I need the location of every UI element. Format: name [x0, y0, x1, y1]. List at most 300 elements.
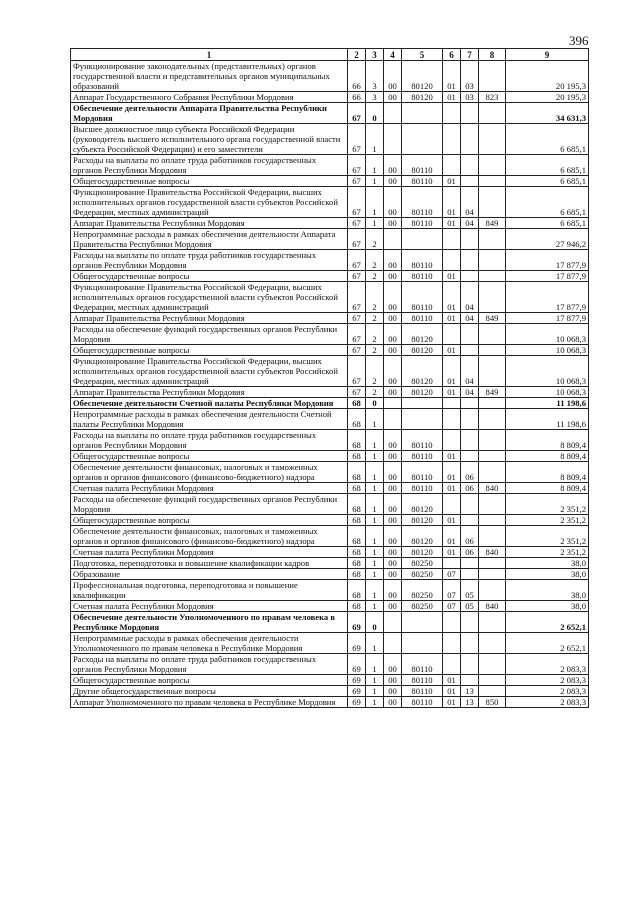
row-name: Обеспечение деятельности Аппарата Правительства Республики Мордовия — [71, 103, 348, 124]
code-cell: 1 — [366, 176, 384, 187]
row-name: Функционирование Правительства Российской Федерации, высших исполнительных органов государственной власти субъектов Российской Федерации, местных администраций — [71, 356, 348, 387]
code-cell: 00 — [384, 462, 402, 483]
amount-cell: 2 083,3 — [506, 697, 589, 708]
code-cell: 849 — [479, 313, 506, 324]
code-cell: 01 — [443, 451, 461, 462]
code-cell — [479, 282, 506, 313]
table-row — [71, 187, 589, 218]
amount-cell: 34 631,3 — [506, 103, 589, 124]
code-cell: 80110 — [402, 282, 443, 313]
code-cell: 68 — [348, 398, 366, 409]
row-name: Высшее должностное лицо субъекта Российской Федерации (руководитель высшего исполнительного органа государственной власти субъекта Российской Федерации) и его заместители — [71, 124, 348, 155]
code-cell: 00 — [384, 601, 402, 612]
page-number: 396 — [569, 33, 589, 48]
code-cell: 67 — [348, 155, 366, 176]
table-header-row — [71, 49, 589, 61]
code-cell: 67 — [348, 271, 366, 282]
table-row — [71, 558, 589, 569]
code-cell — [479, 176, 506, 187]
amount-cell: 11 198,6 — [506, 409, 589, 430]
code-cell — [479, 451, 506, 462]
code-cell: 80250 — [402, 558, 443, 569]
row-name: Расходы на выплаты по оплате труда работников государственных органов Республики Мордовия — [71, 654, 348, 675]
amount-cell: 38,0 — [506, 558, 589, 569]
amount-cell: 17 877,9 — [506, 313, 589, 324]
code-cell: 67 — [348, 345, 366, 356]
code-cell — [461, 176, 479, 187]
row-name: Функционирование законодательных (представительных) органов государственной власти и представительных органов муниципальных образований — [71, 61, 348, 92]
row-name: Аппарат Правительства Республики Мордовия — [71, 387, 348, 398]
code-cell — [461, 324, 479, 345]
code-cell — [461, 345, 479, 356]
code-cell: 01 — [443, 515, 461, 526]
code-cell: 06 — [461, 547, 479, 558]
code-cell — [479, 526, 506, 547]
amount-cell: 2 652,1 — [506, 633, 589, 654]
row-name: Обеспечение деятельности финансовых, налоговых и таможенных органов и органов финансового (финансово-бюджетного) надзора — [71, 462, 348, 483]
table-row — [71, 515, 589, 526]
code-cell: 68 — [348, 462, 366, 483]
code-cell: 00 — [384, 547, 402, 558]
code-cell: 850 — [479, 697, 506, 708]
code-cell: 80110 — [402, 155, 443, 176]
code-cell: 68 — [348, 547, 366, 558]
code-cell: 01 — [443, 526, 461, 547]
code-cell: 68 — [348, 580, 366, 601]
code-cell — [443, 155, 461, 176]
row-name: Аппарат Государственного Собрания Республики Мордовия — [71, 92, 348, 103]
amount-cell: 6 685,1 — [506, 218, 589, 229]
code-cell: 03 — [461, 92, 479, 103]
code-cell — [461, 124, 479, 155]
code-cell: 00 — [384, 494, 402, 515]
table-row — [71, 547, 589, 558]
amount-cell: 2 652,1 — [506, 612, 589, 633]
code-cell: 07 — [443, 580, 461, 601]
amount-cell: 8 809,4 — [506, 483, 589, 494]
row-name: Расходы на обеспечение функций государственных органов Республики Мордовия — [71, 494, 348, 515]
code-cell — [443, 250, 461, 271]
code-cell — [479, 633, 506, 654]
code-cell — [443, 430, 461, 451]
code-cell: 823 — [479, 92, 506, 103]
column-header: 7 — [461, 49, 479, 61]
code-cell: 01 — [443, 483, 461, 494]
amount-cell: 6 685,1 — [506, 187, 589, 218]
code-cell: 1 — [366, 515, 384, 526]
code-cell: 1 — [366, 569, 384, 580]
row-name: Непрограммные расходы в рамках обеспечения деятельности Счетной палаты Республики Мордовия — [71, 409, 348, 430]
code-cell — [461, 515, 479, 526]
table-row — [71, 633, 589, 654]
amount-cell: 38,0 — [506, 569, 589, 580]
code-cell — [479, 250, 506, 271]
code-cell — [443, 409, 461, 430]
code-cell: 849 — [479, 387, 506, 398]
code-cell: 00 — [384, 218, 402, 229]
code-cell: 3 — [366, 61, 384, 92]
table-row — [71, 387, 589, 398]
code-cell: 1 — [366, 187, 384, 218]
code-cell: 00 — [384, 155, 402, 176]
code-cell: 2 — [366, 356, 384, 387]
amount-cell: 8 809,4 — [506, 451, 589, 462]
code-cell: 1 — [366, 547, 384, 558]
row-name: Расходы на обеспечение функций государственных органов Республики Мордовия — [71, 324, 348, 345]
code-cell: 67 — [348, 282, 366, 313]
code-cell — [479, 356, 506, 387]
table-row — [71, 324, 589, 345]
code-cell: 00 — [384, 675, 402, 686]
code-cell — [443, 633, 461, 654]
table-row — [71, 250, 589, 271]
code-cell: 840 — [479, 601, 506, 612]
code-cell: 80120 — [402, 547, 443, 558]
code-cell: 80120 — [402, 494, 443, 515]
code-cell: 68 — [348, 569, 366, 580]
amount-cell: 8 809,4 — [506, 462, 589, 483]
code-cell — [479, 494, 506, 515]
code-cell: 2 — [366, 250, 384, 271]
code-cell: 1 — [366, 124, 384, 155]
table-row — [71, 612, 589, 633]
code-cell: 13 — [461, 697, 479, 708]
row-name: Общегосударственные вопросы — [71, 515, 348, 526]
code-cell: 67 — [348, 324, 366, 345]
code-cell — [479, 103, 506, 124]
amount-cell: 6 685,1 — [506, 155, 589, 176]
amount-cell: 2 083,3 — [506, 686, 589, 697]
table-row — [71, 451, 589, 462]
code-cell — [461, 654, 479, 675]
column-header: 4 — [384, 49, 402, 61]
code-cell: 1 — [366, 155, 384, 176]
amount-cell: 6 685,1 — [506, 124, 589, 155]
code-cell: 07 — [443, 569, 461, 580]
code-cell: 2 — [366, 345, 384, 356]
code-cell: 80120 — [402, 61, 443, 92]
code-cell — [461, 558, 479, 569]
code-cell: 00 — [384, 387, 402, 398]
code-cell: 67 — [348, 387, 366, 398]
amount-cell: 10 068,3 — [506, 387, 589, 398]
row-name: Подготовка, переподготовка и повышение квалификации кадров — [71, 558, 348, 569]
code-cell: 69 — [348, 686, 366, 697]
code-cell: 05 — [461, 601, 479, 612]
code-cell: 80110 — [402, 654, 443, 675]
code-cell: 07 — [443, 601, 461, 612]
table-row — [71, 601, 589, 612]
row-name: Общегосударственные вопросы — [71, 675, 348, 686]
code-cell: 80110 — [402, 451, 443, 462]
table-row — [71, 398, 589, 409]
code-cell: 80110 — [402, 686, 443, 697]
code-cell — [402, 409, 443, 430]
code-cell: 1 — [366, 409, 384, 430]
code-cell: 69 — [348, 675, 366, 686]
code-cell: 2 — [366, 387, 384, 398]
row-name: Счетная палата Республики Мордовия — [71, 601, 348, 612]
amount-cell: 2 351,2 — [506, 526, 589, 547]
table-row — [71, 483, 589, 494]
code-cell — [443, 229, 461, 250]
code-cell — [461, 155, 479, 176]
table-row — [71, 313, 589, 324]
row-name: Аппарат Правительства Республики Мордовия — [71, 218, 348, 229]
row-name: Обеспечение деятельности Счетной палаты Республики Мордовия — [71, 398, 348, 409]
code-cell: 06 — [461, 526, 479, 547]
code-cell — [461, 569, 479, 580]
row-name: Расходы на выплаты по оплате труда работников государственных органов Республики Мордовия — [71, 430, 348, 451]
amount-cell: 20 195,3 — [506, 92, 589, 103]
code-cell: 00 — [384, 697, 402, 708]
row-name: Счетная палата Республики Мордовия — [71, 483, 348, 494]
code-cell: 01 — [443, 547, 461, 558]
code-cell — [479, 187, 506, 218]
code-cell: 2 — [366, 271, 384, 282]
code-cell: 0 — [366, 612, 384, 633]
code-cell: 00 — [384, 515, 402, 526]
code-cell: 1 — [366, 675, 384, 686]
code-cell: 04 — [461, 218, 479, 229]
code-cell: 00 — [384, 187, 402, 218]
code-cell — [384, 612, 402, 633]
code-cell: 0 — [366, 398, 384, 409]
code-cell: 2 — [366, 324, 384, 345]
table-row — [71, 654, 589, 675]
code-cell: 80110 — [402, 313, 443, 324]
code-cell: 840 — [479, 547, 506, 558]
code-cell: 2 — [366, 313, 384, 324]
code-cell: 69 — [348, 633, 366, 654]
code-cell: 68 — [348, 494, 366, 515]
code-cell: 68 — [348, 409, 366, 430]
code-cell: 80120 — [402, 515, 443, 526]
code-cell — [402, 398, 443, 409]
row-name: Счетная палата Республики Мордовия — [71, 547, 348, 558]
code-cell: 2 — [366, 229, 384, 250]
code-cell: 01 — [443, 387, 461, 398]
code-cell: 67 — [348, 250, 366, 271]
code-cell: 67 — [348, 124, 366, 155]
code-cell — [443, 494, 461, 515]
code-cell — [479, 324, 506, 345]
row-name: Общегосударственные вопросы — [71, 176, 348, 187]
code-cell — [461, 675, 479, 686]
code-cell: 80110 — [402, 271, 443, 282]
amount-cell: 2 351,2 — [506, 547, 589, 558]
amount-cell: 38,0 — [506, 601, 589, 612]
table-row — [71, 92, 589, 103]
code-cell: 01 — [443, 282, 461, 313]
row-name: Расходы на выплаты по оплате труда работников государственных органов Республики Мордовия — [71, 155, 348, 176]
amount-cell: 2 351,2 — [506, 515, 589, 526]
code-cell: 01 — [443, 697, 461, 708]
code-cell: 80120 — [402, 387, 443, 398]
code-cell — [461, 229, 479, 250]
amount-cell: 2 083,3 — [506, 654, 589, 675]
code-cell: 1 — [366, 494, 384, 515]
code-cell: 01 — [443, 462, 461, 483]
code-cell — [479, 271, 506, 282]
code-cell: 1 — [366, 580, 384, 601]
code-cell: 1 — [366, 558, 384, 569]
code-cell: 06 — [461, 483, 479, 494]
code-cell: 01 — [443, 271, 461, 282]
table-row — [71, 271, 589, 282]
code-cell: 68 — [348, 515, 366, 526]
table-row — [71, 526, 589, 547]
code-cell: 04 — [461, 313, 479, 324]
table-row — [71, 409, 589, 430]
code-cell — [461, 430, 479, 451]
code-cell — [461, 494, 479, 515]
code-cell: 2 — [366, 282, 384, 313]
code-cell: 68 — [348, 451, 366, 462]
code-cell: 00 — [384, 61, 402, 92]
code-cell: 00 — [384, 558, 402, 569]
code-cell: 80110 — [402, 675, 443, 686]
column-header: 2 — [348, 49, 366, 61]
code-cell: 67 — [348, 103, 366, 124]
code-cell: 1 — [366, 462, 384, 483]
code-cell: 00 — [384, 356, 402, 387]
code-cell — [384, 229, 402, 250]
code-cell: 3 — [366, 92, 384, 103]
code-cell: 01 — [443, 675, 461, 686]
row-name: Функционирование Правительства Российской Федерации, высших исполнительных органов государственной власти субъектов Российской Федерации, местных администраций — [71, 282, 348, 313]
table-row — [71, 569, 589, 580]
code-cell: 80110 — [402, 462, 443, 483]
table-row — [71, 124, 589, 155]
code-cell — [402, 103, 443, 124]
code-cell — [384, 398, 402, 409]
code-cell: 80110 — [402, 250, 443, 271]
code-cell: 1 — [366, 686, 384, 697]
code-cell — [461, 451, 479, 462]
code-cell: 06 — [461, 462, 479, 483]
code-cell: 67 — [348, 187, 366, 218]
table-body — [71, 61, 589, 708]
code-cell: 1 — [366, 697, 384, 708]
code-cell — [479, 675, 506, 686]
code-cell: 1 — [366, 654, 384, 675]
amount-cell: 2 083,3 — [506, 675, 589, 686]
code-cell: 01 — [443, 176, 461, 187]
code-cell: 0 — [366, 103, 384, 124]
code-cell — [479, 515, 506, 526]
code-cell: 1 — [366, 218, 384, 229]
code-cell: 00 — [384, 176, 402, 187]
code-cell: 00 — [384, 686, 402, 697]
code-cell: 80120 — [402, 526, 443, 547]
code-cell: 66 — [348, 61, 366, 92]
code-cell: 00 — [384, 313, 402, 324]
code-cell — [479, 580, 506, 601]
row-name: Аппарат Уполномоченного по правам человека в Республике Мордовия — [71, 697, 348, 708]
code-cell — [461, 612, 479, 633]
table-row — [71, 218, 589, 229]
code-cell: 67 — [348, 229, 366, 250]
code-cell — [479, 462, 506, 483]
code-cell: 67 — [348, 356, 366, 387]
code-cell — [443, 398, 461, 409]
code-cell: 00 — [384, 92, 402, 103]
row-name: Образование — [71, 569, 348, 580]
table-row — [71, 229, 589, 250]
code-cell: 68 — [348, 601, 366, 612]
code-cell: 00 — [384, 580, 402, 601]
code-cell: 04 — [461, 356, 479, 387]
row-name: Аппарат Правительства Республики Мордовия — [71, 313, 348, 324]
code-cell: 05 — [461, 580, 479, 601]
table-row — [71, 103, 589, 124]
code-cell: 00 — [384, 250, 402, 271]
column-header: 3 — [366, 49, 384, 61]
code-cell: 01 — [443, 218, 461, 229]
amount-cell: 8 809,4 — [506, 430, 589, 451]
code-cell: 80120 — [402, 356, 443, 387]
row-name: Общегосударственные вопросы — [71, 271, 348, 282]
table-row — [71, 697, 589, 708]
amount-cell: 17 877,9 — [506, 250, 589, 271]
code-cell: 67 — [348, 176, 366, 187]
code-cell — [443, 558, 461, 569]
code-cell: 00 — [384, 271, 402, 282]
code-cell — [479, 409, 506, 430]
code-cell: 67 — [348, 313, 366, 324]
table-row — [71, 61, 589, 92]
table-row — [71, 155, 589, 176]
code-cell: 00 — [384, 654, 402, 675]
row-name: Обеспечение деятельности Уполномоченного по правам человека в Республике Мордовия — [71, 612, 348, 633]
table-row — [71, 430, 589, 451]
code-cell — [479, 654, 506, 675]
code-cell: 04 — [461, 387, 479, 398]
code-cell — [479, 398, 506, 409]
row-name: Непрограммные расходы в рамках обеспечения деятельности Аппарата Правительства Республики Мордовия — [71, 229, 348, 250]
code-cell — [479, 558, 506, 569]
table-row — [71, 356, 589, 387]
code-cell: 00 — [384, 345, 402, 356]
code-cell — [461, 409, 479, 430]
table-row — [71, 580, 589, 601]
code-cell — [461, 633, 479, 654]
code-cell — [443, 324, 461, 345]
code-cell: 1 — [366, 633, 384, 654]
code-cell — [479, 430, 506, 451]
code-cell: 68 — [348, 430, 366, 451]
amount-cell: 11 198,6 — [506, 398, 589, 409]
amount-cell: 10 068,3 — [506, 324, 589, 345]
code-cell: 1 — [366, 601, 384, 612]
table-row — [71, 675, 589, 686]
row-name: Другие общегосударственные вопросы — [71, 686, 348, 697]
code-cell — [384, 409, 402, 430]
code-cell: 68 — [348, 483, 366, 494]
code-cell — [479, 569, 506, 580]
code-cell: 00 — [384, 569, 402, 580]
code-cell: 00 — [384, 430, 402, 451]
code-cell: 1 — [366, 451, 384, 462]
column-header: 1 — [71, 49, 348, 61]
code-cell: 80120 — [402, 345, 443, 356]
row-name: Профессиональная подготовка, переподготовка и повышение квалификации — [71, 580, 348, 601]
row-name: Общегосударственные вопросы — [71, 345, 348, 356]
code-cell: 80110 — [402, 218, 443, 229]
amount-cell: 17 877,9 — [506, 271, 589, 282]
code-cell: 66 — [348, 92, 366, 103]
